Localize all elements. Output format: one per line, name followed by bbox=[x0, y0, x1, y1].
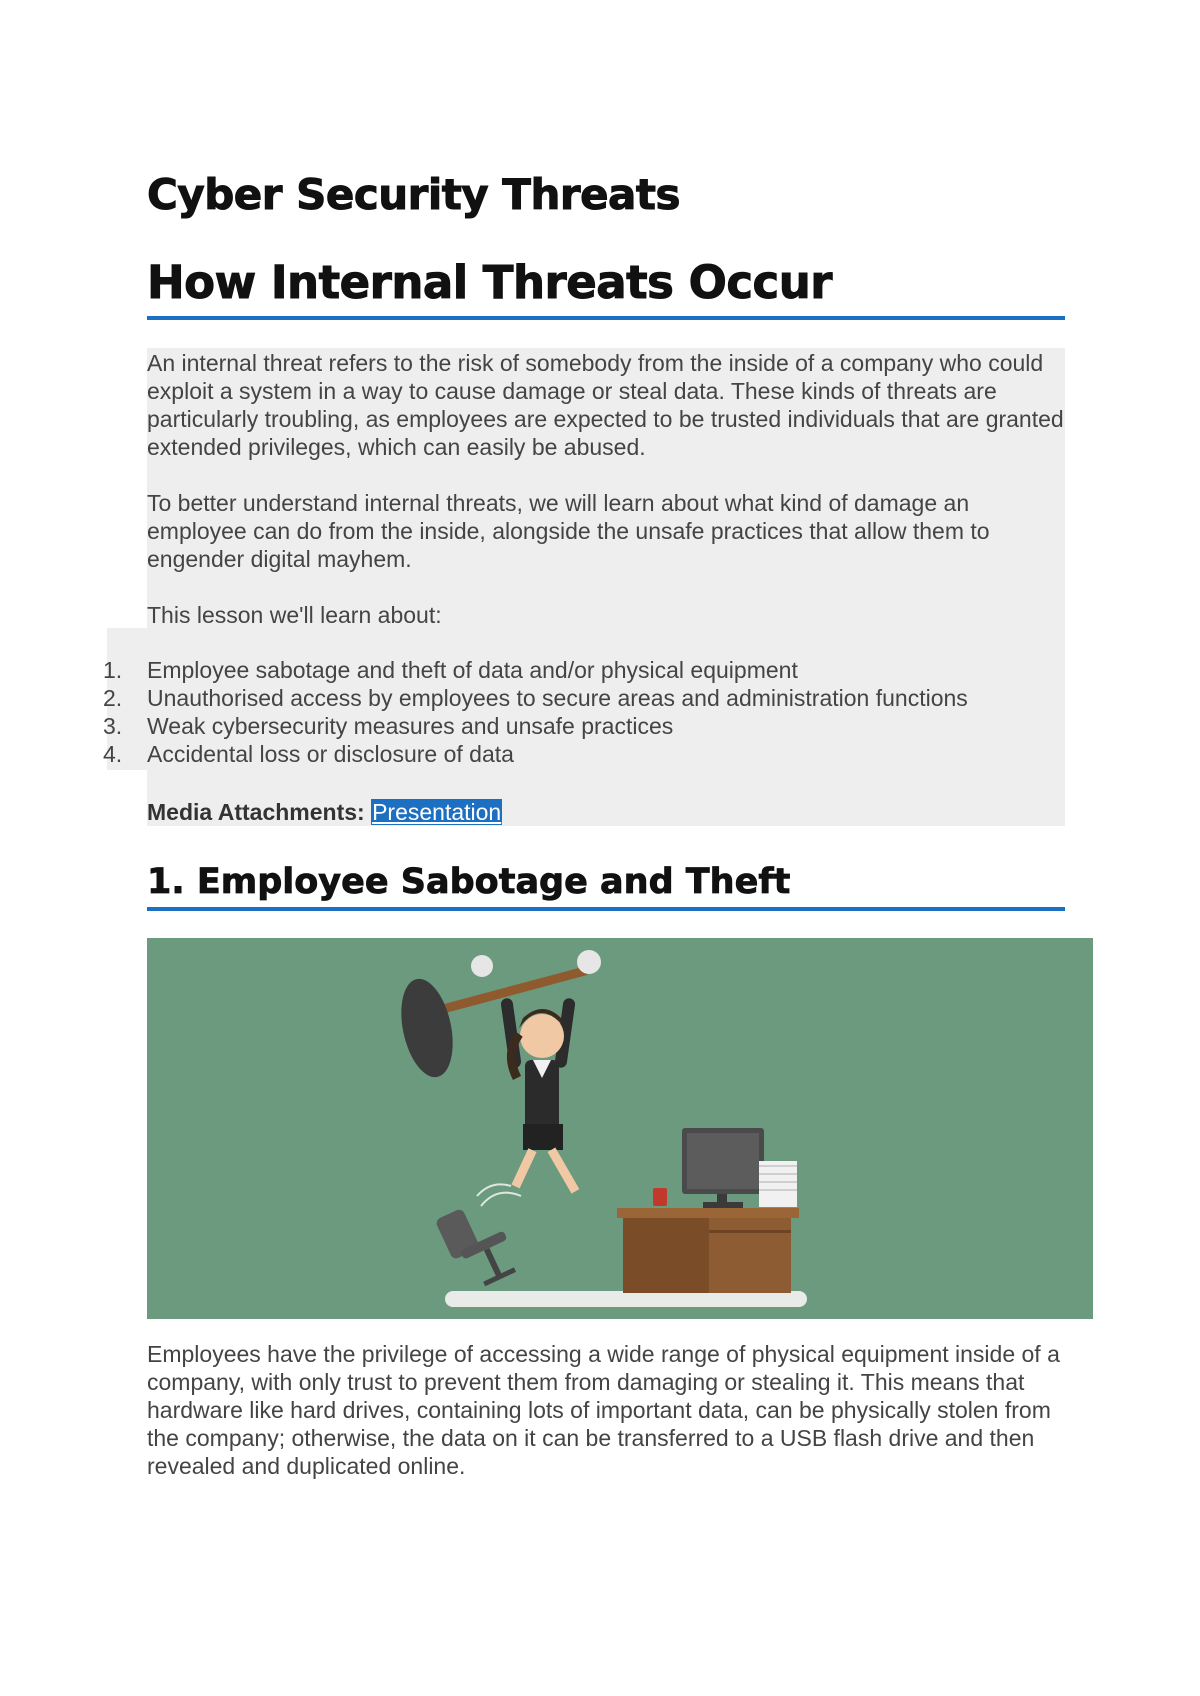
lesson-list bbox=[103, 656, 968, 768]
section-heading-sabotage: 1. Employee Sabotage and Theft bbox=[147, 862, 791, 902]
list-item-text: Accidental loss or disclosure of data bbox=[147, 741, 514, 767]
office-worker-smashing-computer-illustration bbox=[147, 938, 1093, 1319]
list-item-text: Employee sabotage and theft of data and/or physical equipment bbox=[147, 657, 798, 683]
list-item bbox=[103, 684, 968, 712]
document-subtitle: How Internal Threats Occur bbox=[147, 256, 832, 309]
presentation-link[interactable]: Presentation bbox=[372, 799, 502, 825]
intro-paragraph-1: An internal threat refers to the risk of somebody from the inside of a company who could exploit a system in a way to cause damage or steal data. These kinds of threats are particularly troubling, as employees are expected to be trusted individuals that are granted extended privileges, which can easily be abused. bbox=[147, 350, 1064, 460]
list-item bbox=[103, 740, 968, 768]
document-title: Cyber Security Threats bbox=[147, 170, 680, 219]
list-item-number: 4. bbox=[103, 741, 123, 767]
list-item-number: 1. bbox=[103, 657, 123, 683]
media-attachments bbox=[147, 798, 502, 826]
intro-paragraph-3: This lesson we'll learn about: bbox=[147, 602, 442, 628]
section-heading-underline bbox=[147, 907, 1065, 911]
intro-paragraph-2: To better understand internal threats, we will learn about what kind of damage an employee can do from the inside, alongside the unsafe practices that allow them to engender digital mayhem. bbox=[147, 490, 990, 572]
list-item-text: Unauthorised access by employees to secure areas and administration functions bbox=[147, 685, 968, 711]
list-item-text: Weak cybersecurity measures and unsafe practices bbox=[147, 713, 674, 739]
subtitle-underline bbox=[147, 316, 1065, 320]
media-attachments-label: Media Attachments: bbox=[147, 799, 365, 825]
section1-paragraph: Employees have the privilege of accessing a wide range of physical equipment inside of a company, with only trust to prevent them from damaging or stealing it. This means that hardware like hard drives, containing lots of important data, can be physically stolen from the company; otherwise, the data on it can be transferred to a USB flash drive and then revealed and duplicated online. bbox=[147, 1341, 1060, 1479]
list-item bbox=[103, 712, 968, 740]
sabotage-illustration bbox=[147, 938, 1093, 1319]
list-item bbox=[103, 656, 968, 684]
list-item-number: 2. bbox=[103, 685, 123, 711]
list-item-number: 3. bbox=[103, 713, 123, 739]
